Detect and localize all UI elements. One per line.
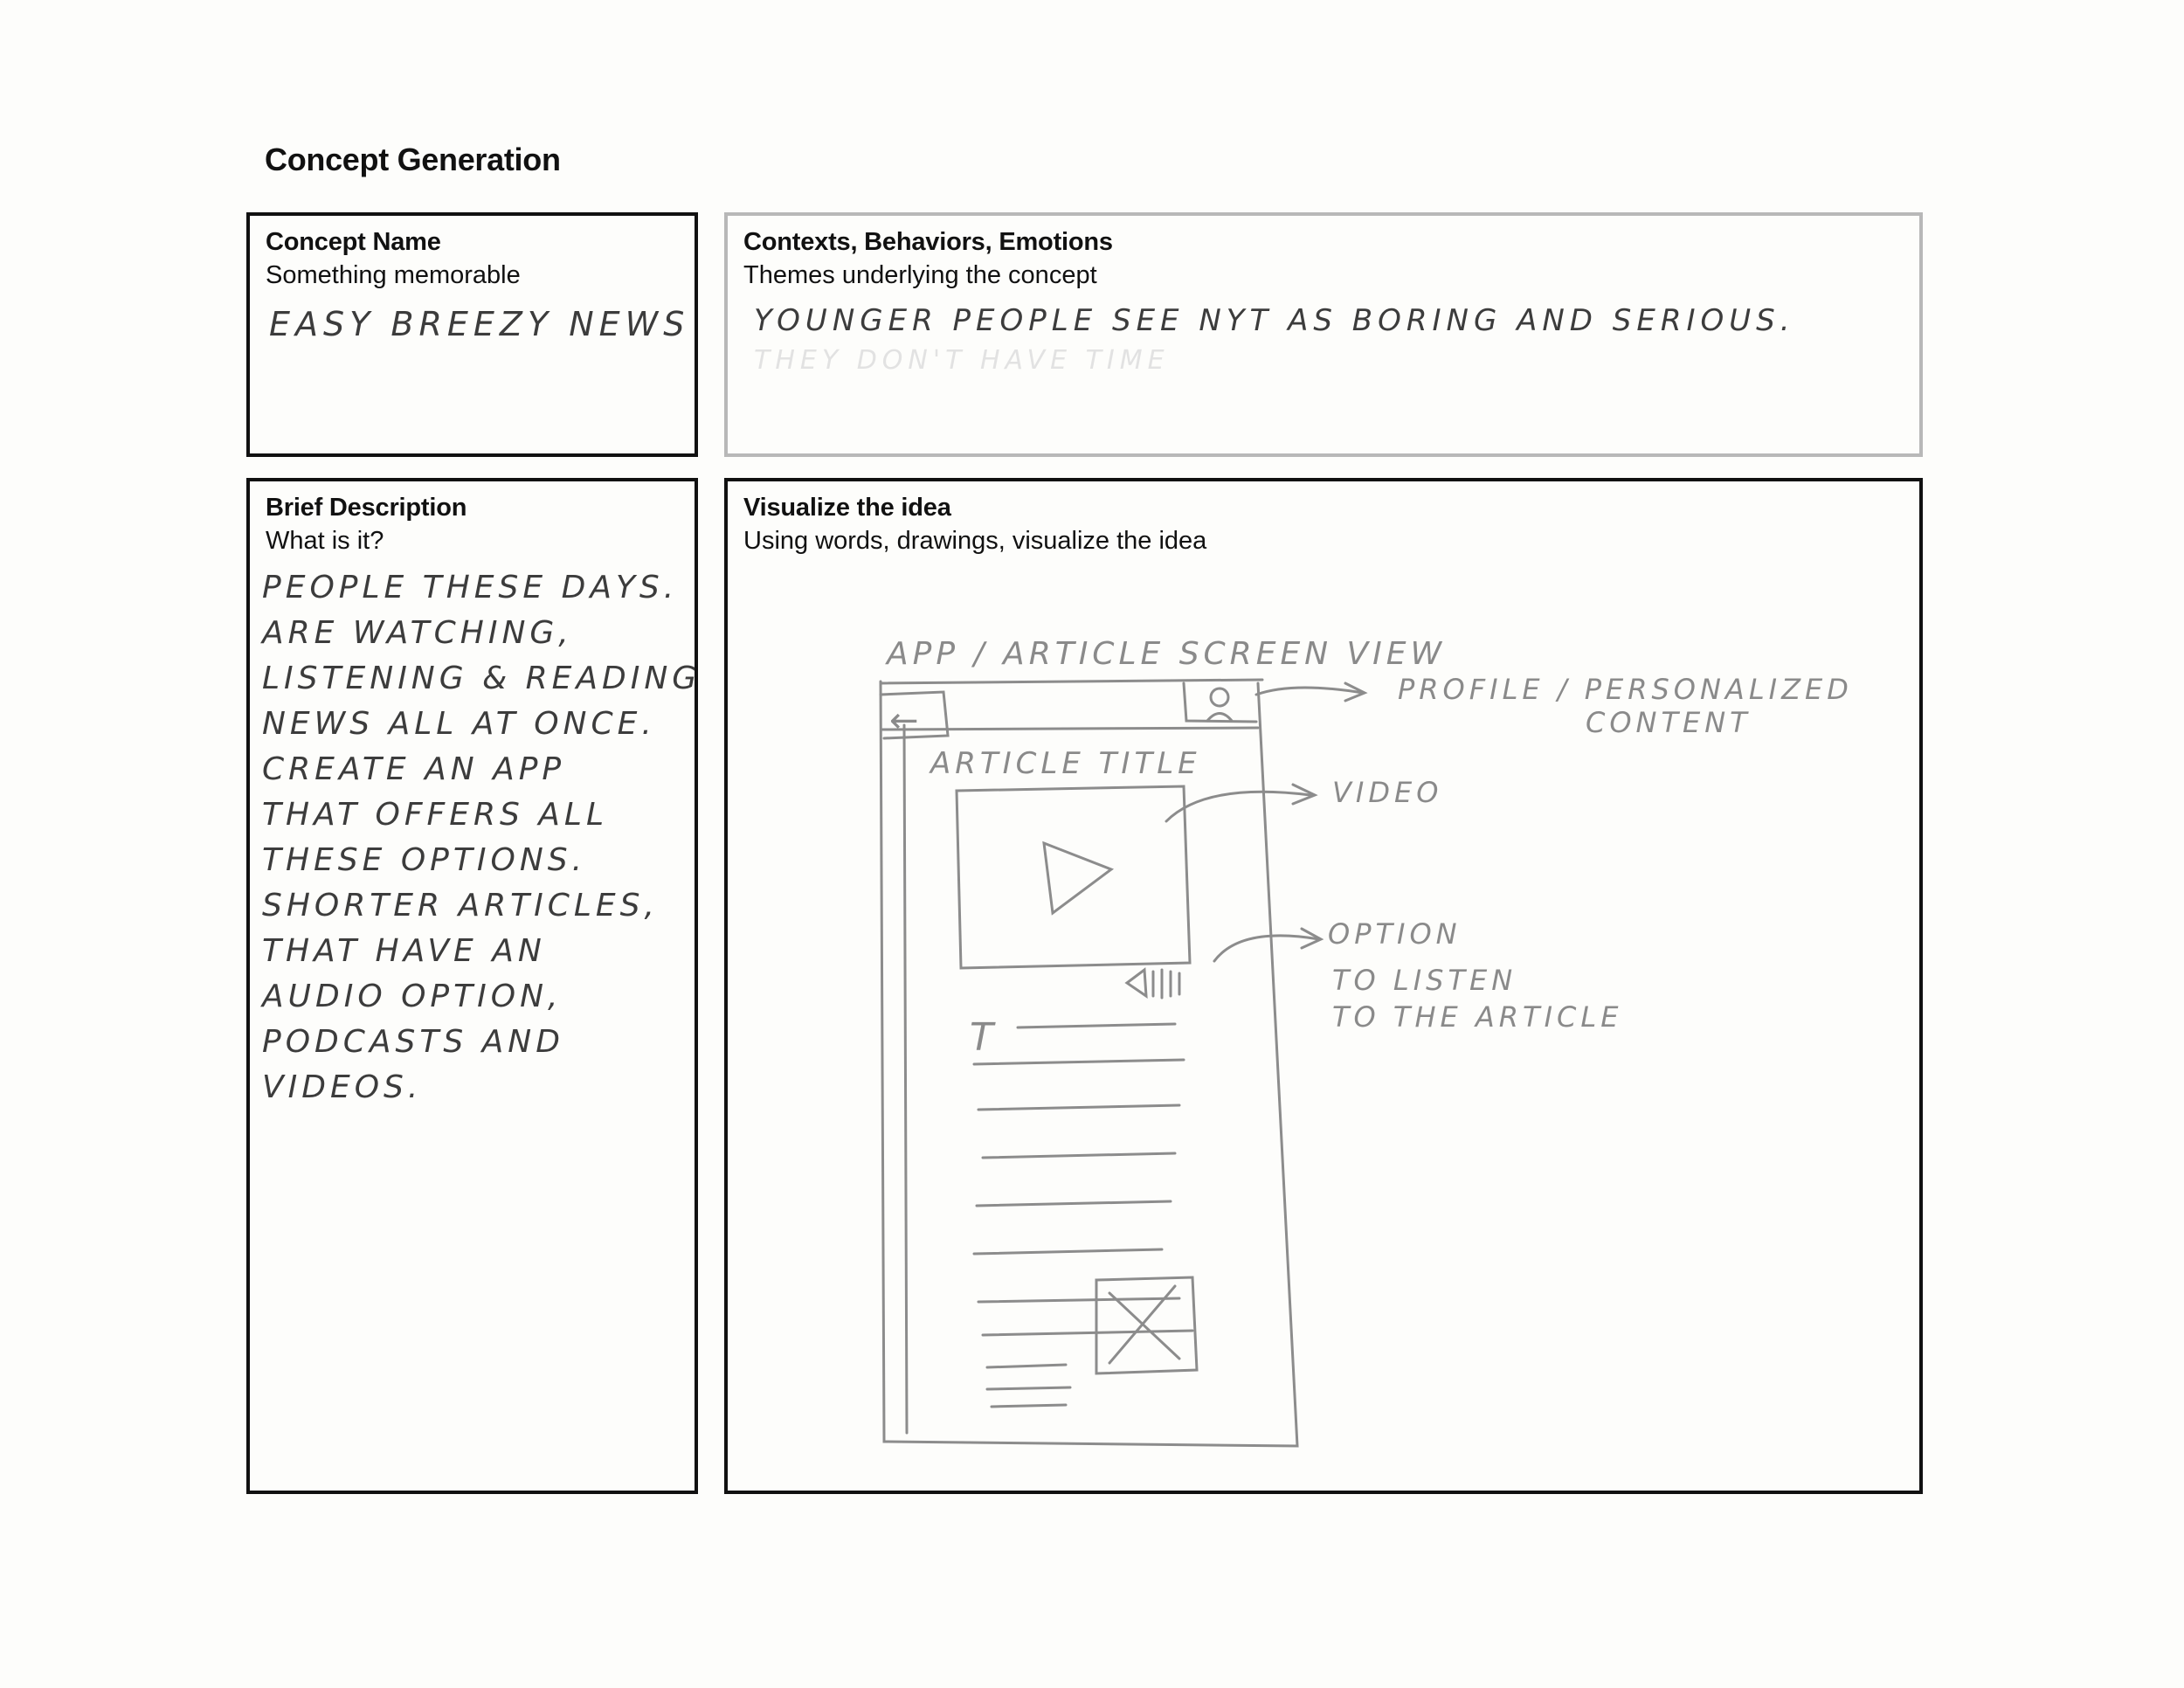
brief-line: VIDEOS. xyxy=(262,1069,423,1105)
brief-line: AUDIO OPTION, xyxy=(262,979,563,1014)
concept-name-handwritten: EASY BREEZY NEWS xyxy=(269,305,690,343)
arrow-profile xyxy=(1256,688,1363,695)
text-line xyxy=(974,1060,1184,1064)
text-line xyxy=(974,1249,1162,1254)
audio-icon xyxy=(1127,970,1146,996)
video-frame xyxy=(957,786,1190,968)
contexts-erased-text: THEY DON'T HAVE TIME xyxy=(754,345,1170,376)
contexts-title: Contexts, Behaviors, Emotions xyxy=(743,228,1113,256)
text-line xyxy=(1018,1024,1175,1027)
text-line xyxy=(987,1365,1066,1367)
text-line xyxy=(978,1298,1179,1302)
play-icon xyxy=(1044,843,1111,913)
annotation-option-1: OPTION xyxy=(1328,917,1462,951)
visualize-title: Visualize the idea xyxy=(743,494,951,522)
visualize-subtitle: Using words, drawings, visualize the idea xyxy=(743,527,1207,555)
text-cursor-glyph: T xyxy=(970,1015,998,1060)
phone-top-bar xyxy=(881,680,1262,683)
annotation-profile-2: CONTENT xyxy=(1586,706,1752,739)
brief-line: NEWS ALL AT ONCE. xyxy=(262,706,656,742)
brief-line: LISTENING & READING xyxy=(262,661,702,696)
phone-header-divider xyxy=(882,728,1258,730)
text-line xyxy=(987,1387,1070,1389)
page-title: Concept Generation xyxy=(265,142,561,177)
brief-description-title: Brief Description xyxy=(266,494,467,522)
brief-line: THAT HAVE AN xyxy=(262,933,546,969)
brief-line: ARE WATCHING, xyxy=(262,615,573,651)
text-line xyxy=(992,1405,1066,1407)
brief-description-subtitle: What is it? xyxy=(266,527,384,555)
profile-icon xyxy=(1211,688,1228,706)
text-line xyxy=(977,1201,1171,1206)
annotation-profile-1: PROFILE / PERSONALIZED xyxy=(1398,673,1853,706)
brief-line: SHORTER ARTICLES, xyxy=(262,888,659,924)
phone-inner-left xyxy=(904,725,907,1433)
concept-name-subtitle: Something memorable xyxy=(266,261,521,289)
annotation-option-2: TO LISTEN xyxy=(1332,964,1517,997)
text-line xyxy=(978,1105,1179,1110)
phone-outline xyxy=(881,681,1297,1446)
concept-name-title: Concept Name xyxy=(266,228,441,256)
brief-line: CREATE AN APP xyxy=(262,751,566,787)
brief-line: PEOPLE THESE DAYS. xyxy=(262,570,679,605)
arrow-video xyxy=(1166,792,1310,821)
annotation-video: VIDEO xyxy=(1332,776,1443,809)
contexts-handwritten: YOUNGER PEOPLE SEE NYT AS BORING AND SERIOUS. xyxy=(754,303,1795,338)
brief-line: PODCASTS AND xyxy=(262,1024,564,1060)
sketch-heading: APP / ARTICLE SCREEN VIEW xyxy=(887,636,1447,672)
text-line xyxy=(983,1331,1192,1335)
brief-line: THAT OFFERS ALL xyxy=(262,797,609,833)
contexts-subtitle: Themes underlying the concept xyxy=(743,261,1097,289)
text-line xyxy=(983,1153,1175,1158)
back-glyph: ← xyxy=(889,701,923,741)
annotation-option-3: TO THE ARTICLE xyxy=(1332,1000,1623,1034)
brief-line: THESE OPTIONS. xyxy=(262,842,587,878)
sketch-article-title: ARTICLE TITLE xyxy=(930,746,1201,781)
